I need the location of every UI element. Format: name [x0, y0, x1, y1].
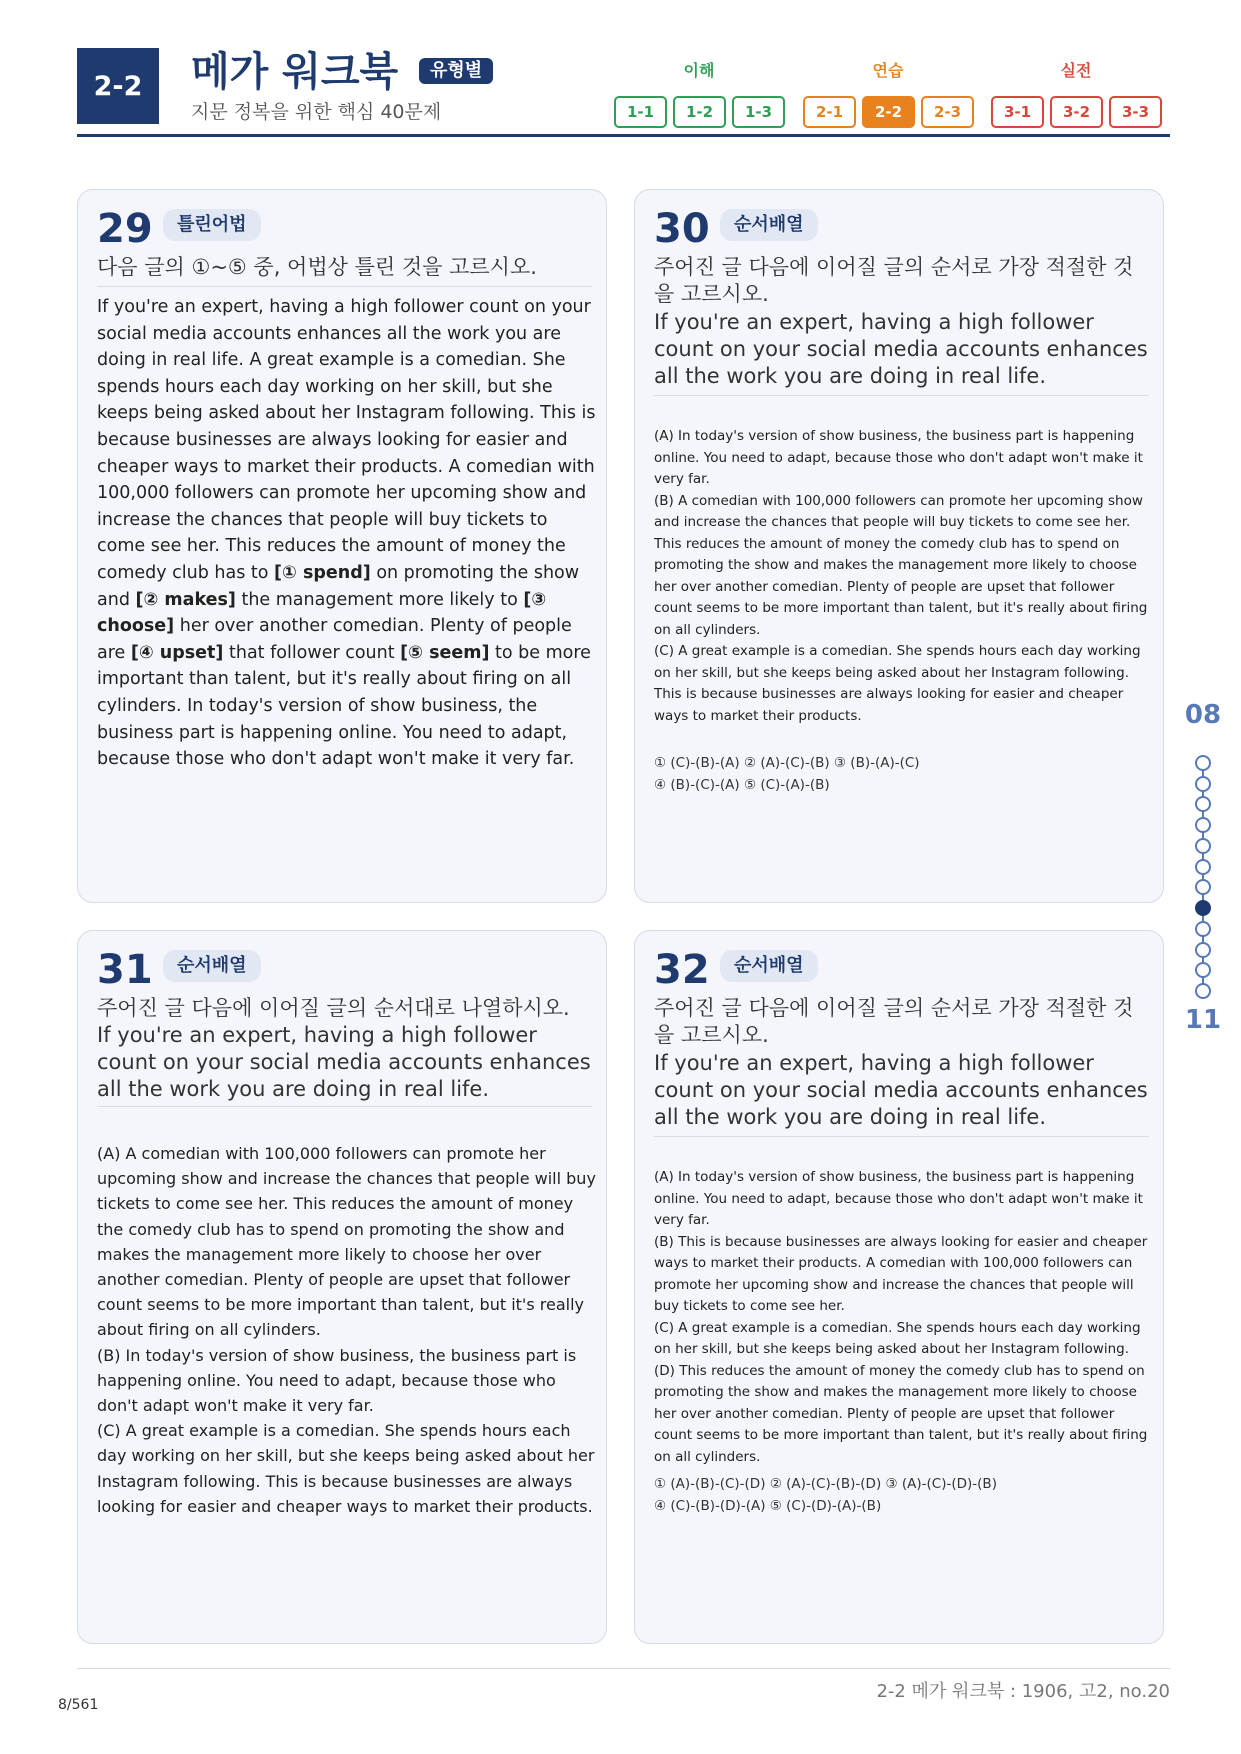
side-nav-dot[interactable] — [1195, 838, 1211, 854]
level-button-3-2[interactable]: 3-2 — [1050, 96, 1103, 128]
given-sentence: If you're an expert, having a high follower count on your social media accounts enhances all the work you are doing in real life. — [654, 310, 1148, 388]
given-sentence: If you're an expert, having a high follower count on your social media accounts enhances all the work you are doing in real life. — [97, 1023, 591, 1101]
question-number: 29 — [97, 206, 153, 252]
paragraph-b: (B) In today's version of show business, the business part is happening online. You need to adapt, because those who don't adapt won't make it very far. — [97, 1345, 577, 1416]
footer-source: 2-2 메가 워크북 : 1906, 고2, no.20 — [876, 1681, 1170, 1702]
question-card-30 — [634, 189, 1164, 903]
option-line: ④ (C)-(B)-(D)-(A) ⑤ (C)-(D)-(A)-(B) — [654, 1497, 882, 1514]
grammar-mark-5: [⑤ seem] — [400, 642, 490, 663]
question-type-tag: 틀린어법 — [163, 209, 261, 241]
paragraph-c: (C) A great example is a comedian. She spends hours each day working on her skill, but she keeps being asked about her Instagram following. — [654, 1319, 1141, 1357]
side-nav-end: 11 — [1184, 1005, 1222, 1035]
question-card-31 — [77, 930, 607, 1644]
question-instruction: 주어진 글 다음에 이어질 글의 순서로 가장 적절한 것을 고르시오. If you're an expert, having a high follower count on your social media accounts enhances all the work you are doing in real life. — [654, 996, 1148, 1129]
page-number: 8/561 — [58, 1697, 99, 1713]
level-button-3-3[interactable]: 3-3 — [1109, 96, 1162, 128]
question-type-tag: 순서배열 — [720, 209, 818, 241]
paragraph-a: (A) A comedian with 100,000 followers can promote her upcoming show and increase the chances that people will buy tickets to come see her. This reduces the amount of money the comedy club has to spend on promoting the show and makes the management more likely to choose her over another comedian. Plenty of people are upset that follower count seems to be more important than talent, but it's really about firing on all cylinders. — [97, 1144, 596, 1340]
question-instruction: 주어진 글 다음에 이어질 글의 순서로 가장 적절한 것을 고르시오. If you're an expert, having a high follower count on your social media accounts enhances all the work you are doing in real life. — [654, 255, 1148, 388]
side-nav-dot[interactable] — [1195, 755, 1211, 771]
option-line: ① (C)-(B)-(A) ② (A)-(C)-(B) ③ (B)-(A)-(C) — [654, 755, 920, 771]
side-nav-dot-current[interactable] — [1195, 900, 1211, 916]
paragraph-b: (B) A comedian with 100,000 followers can promote her upcoming show and increase the chances that people will buy tickets to come see her. This reduces the amount of money the comedy club has to spend on promoting the show and makes the management more likely to choose her over another comedian. Plenty of people are upset that follower count seems to be more important than talent, but it's really about firing on all cylinders. — [654, 492, 1148, 638]
workbook-title: 메가 워크북 — [191, 49, 399, 95]
question-instruction: 다음 글의 ①~⑤ 중, 어법상 틀린 것을 고르시오. — [97, 255, 537, 279]
side-nav-dot[interactable] — [1195, 879, 1211, 895]
side-nav-dot[interactable] — [1195, 796, 1211, 812]
question-instruction: 주어진 글 다음에 이어질 글의 순서대로 나열하시오. If you're an expert, having a high follower count on your social media accounts enhances all the work you are doing in real life. — [97, 996, 591, 1101]
side-nav-dot[interactable] — [1195, 921, 1211, 937]
header-divider — [77, 134, 1170, 137]
side-nav-dot[interactable] — [1195, 942, 1211, 958]
level-button-1-1[interactable]: 1-1 — [614, 96, 667, 128]
unit-badge: 2-2 — [77, 48, 159, 124]
paragraph-b: (B) This is because businesses are always looking for easier and cheaper ways to market their products. A comedian with 100,000 followers can promote her upcoming show and increase the chances that people will buy tickets to come see her. — [654, 1233, 1148, 1314]
page-header — [77, 48, 1170, 138]
level-button-3-1[interactable]: 3-1 — [991, 96, 1044, 128]
card-divider — [97, 1106, 592, 1107]
level-label: 이해 — [683, 61, 715, 80]
side-nav-start: 08 — [1184, 700, 1222, 730]
paragraph-a: (A) In today's version of show business, the business part is happening online. You need to adapt, because those who don't adapt won't make it very far. — [654, 428, 1143, 487]
paragraph-d: (D) This reduces the amount of money the comedy club has to spend on promoting the show and makes the management more likely to choose her over another comedian. Plenty of people are upset that follower count seems to be more important than talent, but it's really about firing on all cylinders. — [654, 1362, 1148, 1465]
order-paragraphs — [654, 426, 1149, 727]
question-type-tag: 순서배열 — [163, 950, 261, 982]
workbook-subtitle: 지문 정복을 위한 핵심 40문제 — [191, 101, 442, 123]
card-divider — [654, 395, 1149, 396]
question-card-32 — [634, 930, 1164, 1644]
order-paragraphs — [654, 1167, 1149, 1468]
type-badge: 유형별 — [419, 58, 493, 84]
answer-options — [654, 1474, 1149, 1517]
card-divider — [97, 286, 592, 287]
question-number: 31 — [97, 947, 153, 993]
paragraph-c: (C) A great example is a comedian. She spends hours each day working on her skill, but she keeps being asked about her Instagram following. This is because businesses are always looking for easier and cheaper ways to market their products. — [97, 1421, 595, 1516]
side-nav-dot[interactable] — [1195, 983, 1211, 999]
grammar-mark-4: [④ upset] — [130, 642, 224, 663]
paragraph-a: (A) In today's version of show business, the business part is happening online. You need to adapt, because those who don't adapt won't make it very far. — [654, 1169, 1143, 1228]
paragraph-c: (C) A great example is a comedian. She spends hours each day working on her skill, but she keeps being asked about her Instagram following. This is because businesses are always looking for easier and cheaper ways to market their products. — [654, 643, 1141, 724]
level-button-1-3[interactable]: 1-3 — [732, 96, 785, 128]
level-button-2-3[interactable]: 2-3 — [921, 96, 974, 128]
side-nav-dot[interactable] — [1195, 817, 1211, 833]
level-button-1-2[interactable]: 1-2 — [673, 96, 726, 128]
side-nav-dot[interactable] — [1195, 776, 1211, 792]
question-number: 30 — [654, 206, 710, 252]
question-type-tag: 순서배열 — [720, 950, 818, 982]
passage-text: If you're an expert, having a high follower count on your social media accounts enhances all the work you are doing in real life. A great example is a comedian. She spends hours each day working on her skill, but she keeps being asked about her Instagram following. This is because businesses are always looking for easier and cheaper ways to market their products. A comedian with 100,000 followers can promote her upcoming show and increase the chances that people will buy tickets to come see her. This reduces the amount of money the comedy club has to [① spend] on promoting the show and [② makes] the management more likely to [③ choose] her over another comedian. Plenty of people are [④ upset] that follower count [⑤ seem] to be more important than talent, but it's really about firing on all cylinders. In today's version of show business, the business part is happening online. You need to adapt, because those who don't adapt won't make it very far. — [97, 297, 596, 770]
question-number: 32 — [654, 947, 710, 993]
level-label: 실전 — [1060, 61, 1092, 80]
side-nav-dot[interactable] — [1195, 859, 1211, 875]
level-label: 연습 — [872, 61, 904, 80]
side-nav-dot[interactable] — [1195, 962, 1211, 978]
level-button-2-1[interactable]: 2-1 — [803, 96, 856, 128]
answer-options — [654, 753, 1149, 796]
grammar-mark-1: [① spend] — [274, 562, 371, 583]
order-paragraphs — [97, 1141, 597, 1519]
side-nav-dots — [1193, 757, 1213, 997]
given-sentence: If you're an expert, having a high follower count on your social media accounts enhances all the work you are doing in real life. — [654, 1051, 1148, 1129]
option-line: ④ (B)-(C)-(A) ⑤ (C)-(A)-(B) — [654, 776, 830, 793]
option-line: ① (A)-(B)-(C)-(D) ② (A)-(C)-(B)-(D) ③ (A)-(C)-(D)-(B) — [654, 1476, 997, 1492]
level-button-2-2[interactable]: 2-2 — [862, 96, 915, 128]
footer-divider — [77, 1668, 1170, 1669]
grammar-mark-3: [③ choose] — [97, 589, 547, 637]
grammar-mark-2: [② makes] — [135, 589, 236, 610]
question-card-29 — [77, 189, 607, 903]
card-divider — [654, 1136, 1149, 1137]
